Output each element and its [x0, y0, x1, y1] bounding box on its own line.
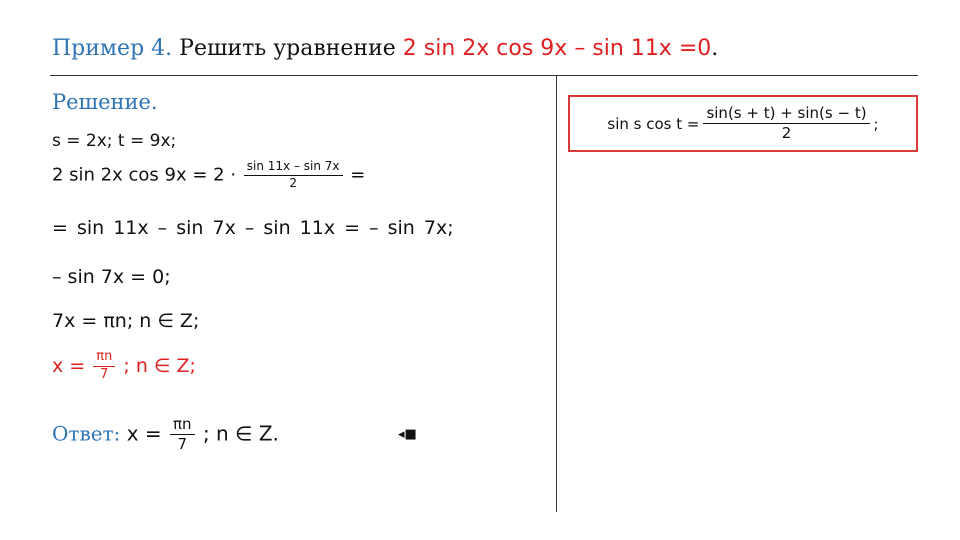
- sin7x-zero-line: – sin 7x = 0;: [52, 266, 171, 288]
- example-title: [52, 34, 718, 64]
- x-left: x =: [52, 354, 86, 377]
- product-fraction-numerator: sin 11x – sin 7x: [244, 160, 343, 176]
- expansion-line: = sin 11x – sin 7x – sin 11x = – sin 7x;: [52, 217, 454, 239]
- answer-right: ; n ∈ Z.: [202, 421, 279, 446]
- answer-fraction-denominator: 7: [177, 435, 188, 454]
- answer-line: [52, 416, 279, 454]
- x-fraction: [93, 350, 115, 383]
- answer-fraction-numerator: πn: [170, 416, 195, 435]
- formula-right: ;: [873, 114, 879, 133]
- x-solution-line: [52, 350, 196, 383]
- end-of-proof-icon: ◂■: [398, 427, 417, 442]
- answer-left: x =: [126, 421, 162, 446]
- product-left: 2 sin 2x cos 9x = 2 ·: [52, 164, 237, 186]
- product-line: [52, 160, 365, 191]
- substitution-line: s = 2x; t = 9x;: [52, 131, 177, 151]
- answer-fraction: [170, 416, 195, 454]
- product-to-sum-formula-box: [568, 95, 918, 152]
- product-fraction-denominator: 2: [289, 175, 297, 190]
- formula-left: sin s cos t =: [607, 114, 700, 133]
- seven-x-line: 7x = πn; n ∈ Z;: [52, 310, 200, 332]
- horizontal-divider: [50, 75, 918, 76]
- product-fraction: [244, 160, 343, 191]
- x-fraction-denominator: 7: [100, 366, 109, 382]
- x-fraction-numerator: πn: [93, 350, 115, 367]
- answer-label: Ответ:: [52, 421, 121, 446]
- formula-fraction: [703, 105, 869, 143]
- product-equals: =: [350, 164, 366, 186]
- task-equation: 2 sin 2x cos 9x – sin 11x =0: [402, 36, 712, 61]
- task-text: Решить уравнение: [179, 36, 396, 61]
- title-period: .: [711, 36, 719, 61]
- x-right: ; n ∈ Z;: [123, 354, 196, 377]
- vertical-divider: [556, 76, 557, 512]
- example-label: Пример 4.: [52, 36, 173, 61]
- solution-heading: Решение.: [52, 90, 158, 114]
- formula-numerator: sin(s + t) + sin(s − t): [703, 105, 869, 124]
- formula-denominator: 2: [781, 124, 792, 142]
